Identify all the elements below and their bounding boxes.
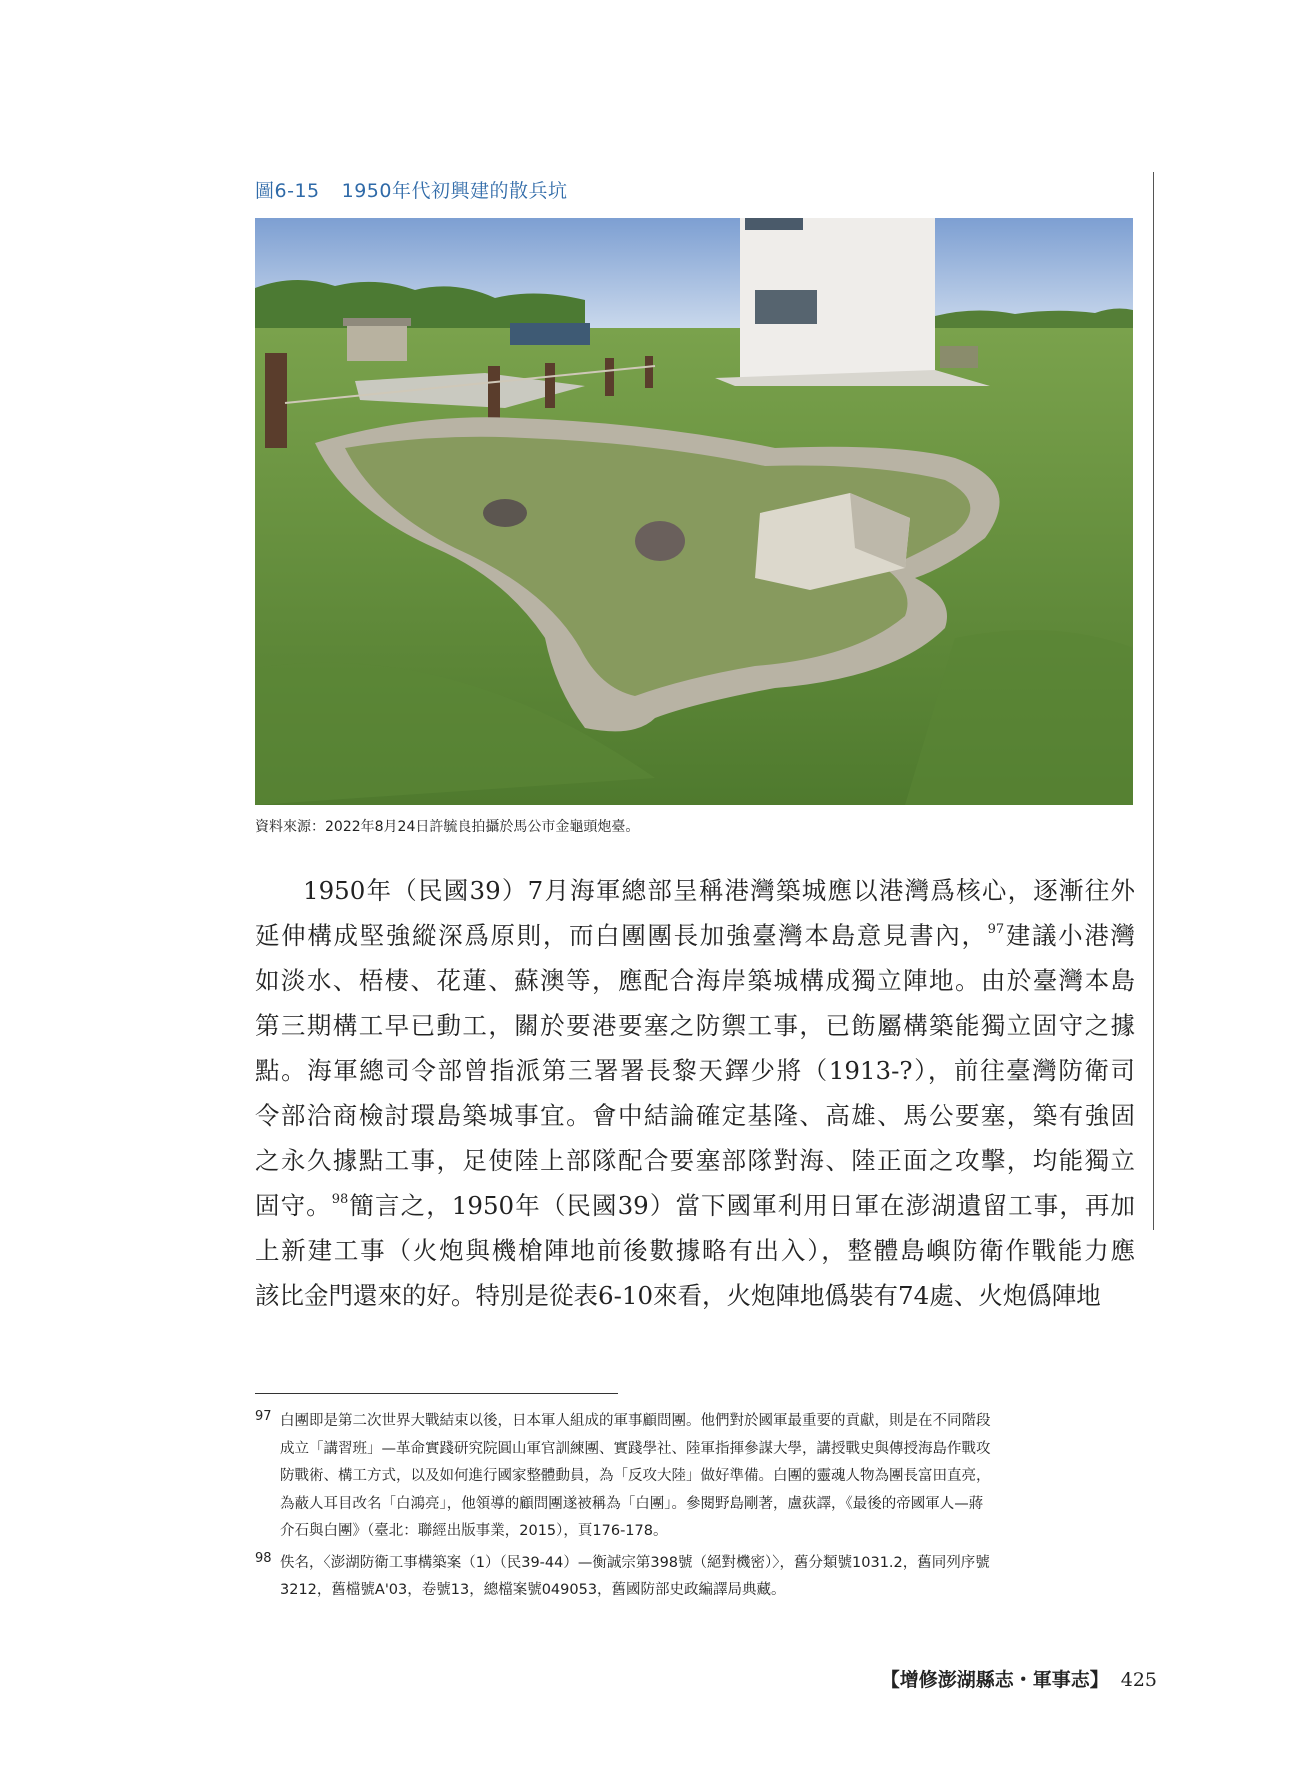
body-line: 令部洽商檢討環島築城事宜。會中結論確定基隆、高雄、馬公要塞，築有強固 [255,1101,1135,1130]
body-line: 上新建工事（火炮與機槍陣地前後數據略有出入），整體島嶼防衛作戰能力應 [255,1236,1135,1265]
body-line: 該比金門還來的好。特別是從表6-10來看，火炮陣地僞裝有74處、火炮僞陣地 [255,1281,1101,1310]
footnote-line: 介石與白團》（臺北：聯經出版事業，2015），頁176-178。 [280,1523,668,1539]
footnote-divider [255,1393,618,1394]
footnote-line: 白團即是第二次世界大戰結束以後，日本軍人組成的軍事顧問團。他們對於國軍最重要的貢獻，則是在不同階段 [280,1413,991,1429]
footnote-97 [255,1408,1135,1546]
page-footer [881,1665,1157,1692]
footnote-line: 3212，舊檔號A'03，卷號13，總檔案號049053，舊國防部史政編譯局典藏。 [280,1582,786,1598]
footnote-line: 為蔽人耳目改名「白鴻亮」，他領導的顧問團遂被稱為「白團」。參閱野島剛著，盧荻譯，《最後的帝國軍人—蔣 [280,1495,984,1512]
body-line: 1950年（民國39）7月海軍總部呈稱港灣築城應以港灣爲核心，逐漸往外 [303,876,1135,905]
footnote-mark: 98 [255,1550,272,1566]
footnote-line: 防戰術、構工方式，以及如何進行國家整體動員，為「反攻大陸」做好準備。白團的靈魂人物為團長富田直亮， [280,1468,991,1484]
footnote-ref-97[interactable]: 97 [987,922,1005,937]
body-line [255,1183,1135,1228]
body-line-text: 延伸構成堅強縱深爲原則，而白團團長加強臺灣本島意見書內， [255,921,988,950]
footnotes [255,1408,1135,1609]
footnote-line: 佚名，〈澎湖防衛工事構築案（1）（民39-44）—衡誠宗第398號（絕對機密）〉，舊分類號1031.2，舊同列序號 [280,1554,990,1571]
footnote-mark: 97 [255,1409,272,1424]
body-line [255,913,1135,958]
body-line-text: 建議小港灣 [1004,921,1135,950]
book-title: 【增修澎湖縣志・軍事志】 [880,1669,1109,1691]
margin-rule [1153,172,1154,1230]
body-line: 之永久據點工事，足使陸上部隊配合要塞部隊對海、陸正面之攻擊，均能獨立 [255,1146,1135,1175]
body-paragraph [255,868,1135,1318]
figure-title: 1950年代初興建的散兵坑 [341,180,568,202]
figure-source: 資料來源：2022年8月24日許毓良拍攝於馬公市金龜頭炮臺。 [255,819,640,835]
footnote-line: 成立「講習班」—革命實踐研究院圓山軍官訓練團、實踐學社、陸軍指揮參謀大學，講授戰史與傳授海島作戰攻 [280,1440,991,1457]
body-line-text: 簡言之，1950年（民國39）當下國軍利用日軍在澎湖遺留工事，再加 [348,1191,1135,1220]
body-line: 如淡水、梧棲、花蓮、蘇澳等，應配合海岸築城構成獨立陣地。由於臺灣本島 [255,966,1135,995]
footnote-98 [255,1550,1135,1605]
footnote-ref-98[interactable]: 98 [331,1192,349,1207]
body-line: 第三期構工早已動工，關於要港要塞之防禦工事，已飭屬構築能獨立固守之據 [255,1011,1135,1040]
figure-number: 圖6-15 [255,180,320,202]
body-line: 點。海軍總司令部曾指派第三署署長黎天鐸少將（1913-?），前往臺灣防衛司 [255,1056,1135,1085]
figure-photo [255,218,1133,805]
body-line-text: 固守。 [255,1191,332,1220]
page-number: 425 [1120,1669,1157,1691]
figure-caption [255,176,567,203]
